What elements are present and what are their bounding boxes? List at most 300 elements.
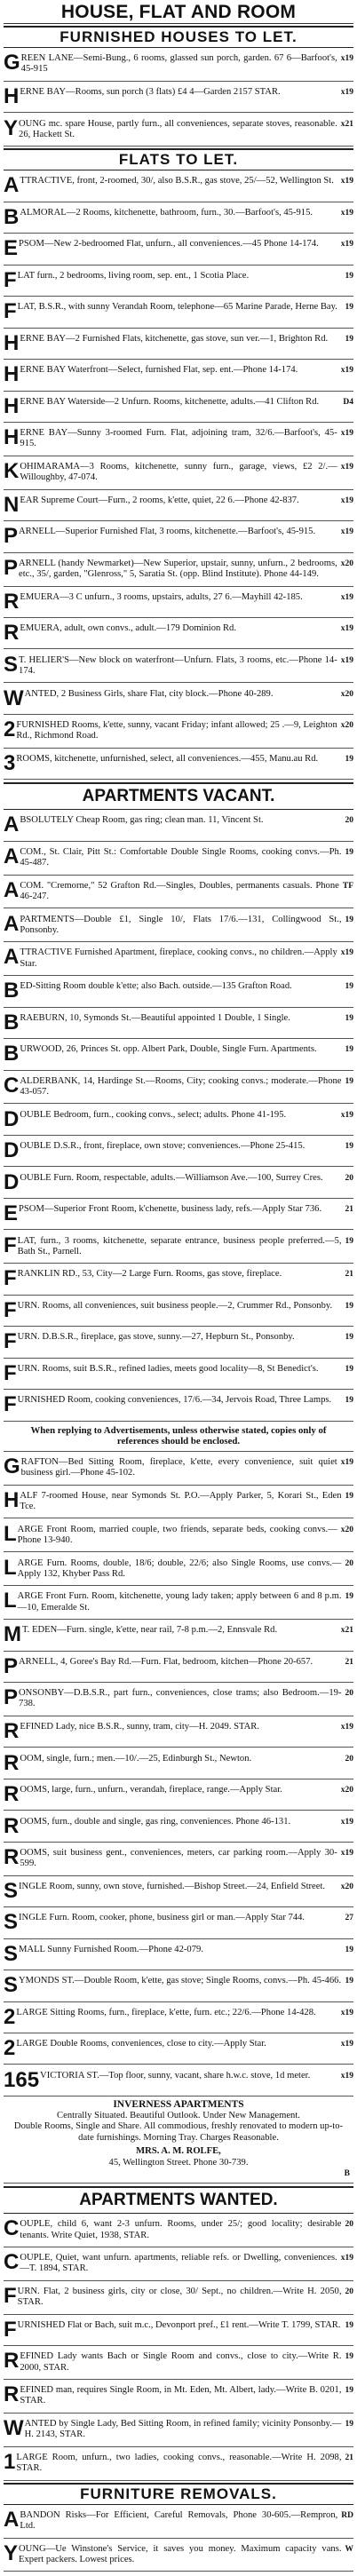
inverness-signature: MRS. A. M. ROLFE, [136,2146,221,2157]
classified-ad [4,297,353,328]
ad-initial-letter: F [4,1392,17,1417]
ad-text: FURNISHED Rooms, k'ette, sunny, vacant Friday; infant allowed; 25 .—9, Leighton Rd., Richmond Road. [16,720,337,741]
section-heading: APARTMENTS WANTED. [4,2186,353,2214]
ad-reference-code: 20 [345,1689,353,1699]
classified-ad [4,2002,353,2033]
classified-ad [4,553,353,587]
ad-initial-letter: E [4,1201,19,1226]
ad-text: ERNE BAY Waterside—2 Unfurn. Rooms, kitchenette, adults.—41 Clifton Rd. [20,396,320,407]
ad-initial-letter: F [4,267,17,292]
classified-ad [4,2315,353,2346]
ad-text: RAEBURN, 10, Symonds St.—Beautiful appointed 1 Double, 1 Single. [20,1012,290,1023]
ad-reference-code: 19 [345,1301,353,1311]
ad-text: YMONDS ST.—Double Room, k'ette, gas stove; Single Rooms, convs.—Ph. 45-466. [19,1976,342,1986]
classified-ad [4,48,353,82]
ad-initial-letter: A [4,911,20,936]
ad-initial-letter: H [4,393,20,418]
ad-initial-letter: Y [4,115,19,140]
ad-reference-code: 19 [345,915,353,924]
classified-ad [4,842,353,876]
classified-ad [4,1811,353,1842]
ad-initial-letter: E [4,236,19,261]
ad-initial-letter: R [4,621,20,646]
ad-reference-code: 19 [345,2352,353,2362]
ad-reference-code: x21 [340,1626,353,1636]
ad-text: OOMS, suit business gent., conveniences, meters, car parking room.—Apply 30-599. [20,1847,337,1869]
ad-initial-letter: 2 [4,717,16,742]
ad-reference-code: x19 [340,240,353,250]
ad-reference-code: x19 [340,1110,353,1120]
classified-ad [4,2346,353,2380]
ad-initial-letter: D [4,1138,20,1163]
ad-reference-code: 20 [345,2220,353,2230]
ad-reference-code: 20 [345,2287,353,2297]
ad-text: T. HELIER'S—New block on waterfront—Unfurn. Flats, 3 rooms, etc.—Phone 14-174. [19,654,337,676]
ad-initial-letter: F [4,1329,17,1354]
ad-text: OUBLE Bedroom, furn., cooking convs., select; adults. Phone 41-195. [20,1109,287,1120]
classified-ad [4,2065,353,2096]
classified-ad [4,266,353,297]
ad-text: ARGE Front Furn. Room, kitchenette, young lady taken; apply between 6 and 8 p.m.—10, Emeralde St. [17,1591,342,1613]
ad-reference-code: 19 [345,754,353,764]
classified-ad [4,1071,353,1105]
ad-initial-letter: S [4,1941,19,1966]
ad-text: ALMORAL—2 Rooms, kitchenette, bathroom, furn., 30.—Barfoot's, 45-915. [20,207,313,218]
classified-ad [4,1716,353,1748]
ad-initial-letter: B [4,1042,20,1066]
ad-initial-letter: R [4,1782,20,1807]
ad-initial-letter: A [4,844,20,868]
ad-reference-code: x19 [340,495,353,505]
ad-reference-code: 21 [345,1270,353,1280]
classified-ad [4,1843,353,1876]
ad-initial-letter: H [4,330,20,355]
ad-text: PSOM—Superior Front Room, k'chenette, business lady, refs.—Apply Star 736. [19,1204,322,1215]
ad-reference-code: x19 [340,624,353,634]
ad-text: LARGE Double Rooms, conveniences, close to city.—Apply Star. [16,2039,266,2049]
ad-reference-code: x20 [340,689,353,699]
ad-text: URN. Rooms, all conveniences, suit business people.—2, Crummer Rd., Ponsonby. [17,1300,333,1311]
classified-ad [4,1359,353,1390]
classified-ad [4,1939,353,1970]
ad-reference-code: x20 [340,1882,353,1891]
ad-reference-code: x19 [340,2071,353,2081]
inverness-line-2: Double Rooms, Single and Share. All commodious, freshly renovated to modern up-to-date furnishings. Morning Tray. Charges Reasonable. [13,2121,344,2143]
classified-ad [4,1199,353,1230]
ad-text: ALDERBANK, 14, Hardinge St.—Rooms, City; cooking convs.; moderate.—Phone 43-057. [20,1075,342,1097]
classified-ad [4,360,353,391]
classified-ad [4,876,353,909]
classified-ad [4,2505,353,2539]
ad-text: BSOLUTELY Cheap Room, gas ring; clean man. 11, Vincent St. [20,815,264,826]
ad-reference-code: 20 [345,1558,353,1568]
ad-initial-letter: W [4,2416,24,2441]
classified-ad [4,942,353,976]
ad-reference-code: x19 [340,2040,353,2049]
classified-ad [4,1518,353,1552]
ad-initial-letter: K [4,459,20,484]
ad-initial-letter: 165 [4,2067,40,2092]
ad-text: MALL Sunny Furnished Room.—Phone 42-079. [19,1944,203,1954]
classified-ad [4,976,353,1007]
classified-ad [4,1264,353,1295]
ad-reference-code: RD [341,2510,353,2520]
ad-text: LARGE Sitting Rooms, furn., fireplace, k'ette, furn. etc.; 22/6.—Phone 14-428. [16,2007,316,2017]
ad-text: URNISHED Room, cooking conveniences, 17/6.—34, Jervois Road, Three Lamps. [17,1395,332,1406]
ad-text: OOMS, furn., double and single, gas ring, conveniences. Phone 46-131. [20,1816,291,1827]
ad-reference-code: 19 [345,1013,353,1023]
ad-text: BANDON Risks—For Efficient, Careful Removals, Phone 30-605.—Rempron, Ltd. [20,2509,338,2532]
ad-reference-code: x19 [340,592,353,602]
classified-ad [4,1620,353,1651]
masthead: HOUSE, FLAT AND ROOM [4,2,353,24]
classified-ad [4,1876,353,1907]
ad-reference-code: x19 [340,208,353,218]
classified-ad [4,329,353,360]
classified-ad [4,1390,353,1421]
ad-reference-code: 19 [345,1945,353,1954]
ad-reference-code: 19 [345,982,353,992]
ad-initial-letter: 3 [4,750,16,775]
ad-reference-code: W [345,2544,353,2554]
ad-text: EAR Supreme Court—Furn., 2 rooms, k'ette, quiet, 22 6.—Phone 42-837. [20,495,299,505]
classified-ad [4,521,353,552]
ad-text: ANTED by Single Lady, Bed Sitting Room, in refined family; vicinity Ponsonby.—H. 2143, STAR. [24,2419,342,2440]
ad-initial-letter: 1 [4,2450,16,2475]
ad-reference-code: x19 [340,655,353,665]
classified-ad [4,715,353,749]
ad-initial-letter: P [4,1685,19,1710]
ad-reference-code: x19 [340,1817,353,1827]
ad-reference-code: x19 [340,54,353,64]
ad-initial-letter: A [4,945,20,970]
ad-text: ROOMS, kitchenette, unfurnished, select, all conveniences.—455, Manu.au Rd. [16,753,319,764]
section-heading: APARTMENTS VACANT. [4,782,353,810]
ad-initial-letter: F [4,1360,17,1385]
classified-ad [4,392,353,423]
ad-initial-letter: F [4,1233,17,1257]
classified-ad [4,1452,353,1486]
ad-text: OUNG—Ue Winstone's Service, it saves you money. Maximum capacity vans. Expert packers. Lowest prices. [19,2543,342,2564]
ad-text: PSOM—New 2-bedroomed Flat, unfurn., all conveniences.—45 Phone 14-174. [19,239,319,250]
ad-initial-letter: F [4,2317,17,2342]
ad-reference-code: 19 [345,1396,353,1406]
ad-initial-letter: B [4,204,20,229]
inverness-apartments-ad [4,2096,353,2184]
classified-ad [4,649,353,683]
classified-ad [4,1136,353,1167]
ad-reference-code: x21 [340,119,353,129]
ad-initial-letter: R [4,589,20,614]
section-heading: FURNISHED HOUSES TO LET. [4,26,353,48]
ad-text: LARGE Room, unfurn., two ladies, cooking convs., reasonable.—Write H. 2098, STAR. [16,2453,342,2474]
ad-initial-letter: L [4,1589,17,1613]
ad-text: TTRACTIVE Furnished Apartment, fireplace, cooking convs., no children.—Apply Star. [20,947,337,969]
ad-initial-letter: A [4,173,20,198]
ad-reference-code: 21 [345,2453,353,2463]
ad-text: URN. Rooms, suit B.S.R., refined ladies, meets good locality—8, St Benedict's. [17,1363,319,1374]
ad-text: ERNE BAY—2 Furnished Flats, kitchenette, gas stove, sun ver.—1, Brighton Rd. [20,333,329,344]
ad-text: ARNELL, 4, Goree's Bay Rd.—Furn. Flat, bedroom, kitchen—Phone 20-657. [19,1656,313,1667]
ad-text: URN. D.B.S.R., fireplace, gas stove, sunny.—27, Hepburn St., Ponsonby. [17,1332,295,1343]
inverness-ref: B [344,2169,350,2179]
ad-reference-code: x19 [340,2254,353,2263]
classified-ad [4,113,353,147]
ad-initial-letter: P [4,555,19,580]
ad-reference-code: 19 [345,271,353,281]
ad-text: URNISHED Flat or Bach, suit m.c., Devonport pref., £1 rent.—Write T. 1799, STAR. [17,2319,341,2330]
ad-initial-letter: W [4,686,24,710]
ad-reference-code: 19 [345,2386,353,2396]
ad-text: COM. "Cremorne," 52 Grafton Rd.—Singles, Doubles, permanents casuals. Phone 46-247. [20,880,339,901]
classified-ad [4,908,353,942]
inverness-address: 45, Wellington Street. Phone 30-739. [108,2157,249,2168]
ad-initial-letter: R [4,2349,20,2374]
inverness-line-1: Centrally Situated. Beautiful Outlook. Under New Management. [57,2110,300,2120]
reply-notice: When replying to Advertisements, unless otherwise stated, copies only of references should be enclosed. [4,1422,353,1452]
classified-ad [4,423,353,456]
ad-text: INGLE Furn. Room, cooker, phone, business girl or man.—Apply Star 744. [19,1913,305,1923]
ad-reference-code: 19 [345,847,353,857]
ad-text: ERNE BAY—Rooms, sun porch (3 flats) £4 4—Garden 2157 STAR. [20,87,281,98]
ad-text: ARNELL (handy Newmarket)—New Superior, upstair, sunny, unfurn., 2 bedrooms, etc., 35/, garden, "Glenross," 5, Saratia St. (opp. Blind Institute). Phone 44-149. [19,558,337,580]
classified-ad [4,1907,353,1938]
ad-reference-code: x19 [340,88,353,98]
ad-text: ERNE BAY—Sunny 3-roomed Furn. Flat, adjoining tram, 32/6.—Barfoot's, 45-915. [20,428,337,449]
ad-reference-code: 19 [345,334,353,344]
ad-text: OUPLE, child 6, want 2-3 unfurn. Rooms, under 25/; good locality; desirable tenants. Write Quiet, 1938, STAR. [20,2219,342,2240]
ad-text: URWOOD, 26, Princes St. opp. Albert Park, Double, Single Furn. Apartments. [20,1044,317,1055]
ad-initial-letter: F [4,299,17,324]
ad-text: INGLE Room, sunny, own stove, furnished.—Bishop Street.—24, Enfield Street. [19,1881,326,1891]
ad-text: ED-Sitting Room double k'ette; also Bach. outside.—135 Grafton Road. [20,981,292,992]
ad-initial-letter: H [4,1487,20,1512]
ad-reference-code: 19 [345,1333,353,1343]
ad-reference-code: 20 [345,816,353,826]
classified-ad [4,2539,353,2572]
ad-text: LAT furn., 2 bedrooms, living room, sep. ent., 1 Scotia Place. [17,270,250,281]
classified-ad [4,2380,353,2414]
ad-text: OOMS, large, furn., unfurn., verandah, fireplace, range.—Apply Star. [20,1785,282,1795]
ad-text: VICTORIA ST.—Top floor, sunny, vacant, share h.w.c. stove, 1d meter. [40,2070,311,2081]
ad-initial-letter: F [4,1266,17,1291]
ad-reference-code: 19 [345,303,353,313]
ad-reference-code: 21 [345,1205,353,1215]
classified-ad [4,1008,353,1039]
classified-ad [4,1652,353,1683]
ad-text: OUNG mc. spare House, partly furn., all conveniences, separate stoves, reasonable. 26, Hackett St. [19,118,337,139]
ad-initial-letter: Y [4,2540,19,2565]
ad-initial-letter: S [4,1878,19,1903]
sections-group-1 [4,26,353,1422]
ad-initial-letter: P [4,524,19,549]
ad-text: RANKLIN RD., 53, City—2 Large Furn. Rooms, gas stove, fireplace. [17,1269,282,1280]
ad-initial-letter: H [4,84,20,109]
classified-ad [4,1748,353,1779]
ad-reference-code: x20 [340,1525,353,1534]
ad-reference-code: 19 [345,2320,353,2330]
ad-text: ANTED, 2 Business Girls, share Flat, city block.—Phone 40-289. [24,688,274,699]
ad-text: TTRACTIVE, front, 2-roomed, 30/, also B.S.R., gas stove, 25/—52, Wellington St. [20,176,334,186]
classified-ad [4,1552,353,1586]
classified-ad [4,490,353,521]
classified-ad [4,683,353,714]
classified-ad [4,202,353,234]
ad-initial-letter: N [4,492,20,517]
ad-text: COM., St. Clair, Pitt St.: Comfortable Double Single Rooms, cooking convs.—Ph. 45-487. [20,846,342,868]
classified-ad [4,1970,353,2001]
ad-initial-letter: C [4,1073,20,1098]
ad-reference-code: x20 [340,721,353,731]
ad-initial-letter: H [4,425,20,450]
ad-initial-letter: R [4,1844,20,1869]
ad-reference-code: 21 [345,1657,353,1667]
inverness-heading: INVERNESS APARTMENTS [113,2098,244,2110]
ad-initial-letter: G [4,51,20,75]
ad-initial-letter: R [4,1750,20,1775]
ad-text: T. EDEN—Furn. single, k'ette, near rail, 7-8 p.m.—2, Ennsvale Rd. [22,1625,278,1636]
classified-ad [4,456,353,490]
classified-ad [4,1104,353,1135]
ad-text: ONSONBY—D.B.S.R., part furn., conveniences, close trams; also Bedroom.—19-738. [19,1688,342,1709]
ad-initial-letter: C [4,2216,20,2241]
sections-group-3 [4,2186,353,2572]
ad-reference-code: x20 [340,1786,353,1795]
ad-reference-code: 19 [345,1364,353,1374]
ad-reference-code: 19 [345,1977,353,1986]
ad-reference-code: 19 [345,1592,353,1602]
ad-reference-code: 19 [345,1142,353,1152]
ad-initial-letter: A [4,877,20,902]
ad-reference-code: 19 [345,1491,353,1501]
classified-ad [4,2414,353,2447]
classified-ad [4,234,353,265]
ad-reference-code: 20 [345,1173,353,1183]
ad-text: REEN LANE—Semi-Bung., 6 rooms, glassed sun porch, garden. 67 6—Barfoot's, 45-915 [20,53,337,75]
ad-text: ERNE BAY Waterfront—Select, furnished Flat, sep. ent.—Phone 14-174. [20,365,298,376]
classified-ad [4,1683,353,1716]
ad-reference-code: 19 [345,1076,353,1086]
ad-reference-code: 20 [345,1754,353,1764]
ad-reference-code: 27 [345,1914,353,1923]
ad-initial-letter: D [4,1106,20,1131]
ad-reference-code: x19 [340,2008,353,2017]
ad-text: EMUERA, adult, own convs., adult.—179 Dominion Rd. [20,623,236,634]
ad-initial-letter: R [4,1813,20,1838]
ad-reference-code: x19 [340,177,353,186]
ad-text: OOM, single, furn.; men.—10/.—25, Edinburgh St., Newton. [20,1753,252,1764]
ad-initial-letter: B [4,979,20,1003]
ad-reference-code: x19 [340,366,353,376]
ad-initial-letter: L [4,1521,17,1546]
ad-text: OHIMARAMA—3 Rooms, kitchenette, sunny furn., garage, views, £2 2/.—Willoughby, 47-074. [20,462,337,483]
ad-text: LAT, B.S.R., with sunny Verandah Room, telephone—65 Marine Parade, Herne Bay. [17,302,337,313]
classified-ad [4,170,353,202]
ad-reference-code: 19 [345,1236,353,1246]
ad-initial-letter: A [4,2507,20,2532]
classified-ad [4,1296,353,1327]
ad-text: OUPLE, Quiet, want unfurn. apartments, reliable refs. or Dwelling, conveniences.—T. 1894, STAR. [20,2253,337,2274]
classified-ad [4,1586,353,1620]
classified-ad [4,618,353,649]
section-heading: FLATS TO LET. [4,148,353,170]
ad-text: PARTMENTS—Double £1, Single 10/, Flats 17/6.—131, Collingwood St., Ponsonby. [20,914,342,935]
ad-reference-code: x19 [340,1457,353,1467]
ad-text: LAT, furn., 3 rooms, kitchenette, separate entrance, business people preferred.—5, Bath St., Parnell. [17,1235,342,1256]
classified-column [4,0,353,2572]
ad-reference-code: x19 [340,463,353,472]
classified-ad [4,1039,353,1070]
ad-initial-letter: M [4,1622,21,1647]
ad-reference-code: x19 [340,527,353,537]
ad-reference-code: 19 [345,1045,353,1055]
ad-initial-letter: F [4,1297,17,1322]
ad-reference-code: x19 [340,1723,353,1732]
ad-text: EMUERA—3 C unfurn., 3 rooms, upstairs, adults, 27 6.—Mayhill 42-185. [20,591,303,602]
ad-initial-letter: S [4,652,19,677]
ad-initial-letter: C [4,2250,20,2275]
classified-ad [4,1167,353,1198]
ad-reference-code: x19 [340,1848,353,1858]
ad-initial-letter: 2 [4,2036,16,2061]
classified-ad [4,2214,353,2247]
ad-reference-code: D4 [343,397,353,407]
classified-ad [4,1230,353,1264]
sections-group-2 [4,1452,353,2096]
ad-initial-letter: 2 [4,2004,16,2029]
ad-initial-letter: S [4,1910,19,1935]
ad-reference-code: x19 [340,429,353,439]
ad-reference-code: TF [342,881,353,891]
section-heading: FURNITURE REMOVALS. [4,2483,353,2505]
ad-text: OUBLE D.S.R., front, fireplace, own stove; conveniences.—Phone 25-415. [20,1141,305,1152]
ad-text: ARGE Furn. Rooms, double, 18/6; double, 22/6; also Single Rooms, use convs.—Apply 132, Khyber Pass Rd. [17,1557,342,1579]
ad-text: EFINED man, requires Single Room, in Mt. Eden, Mt. Albert, lady.—Write B. 0201, STAR. [20,2385,342,2406]
ad-text: URN. Flat, 2 business girls, city or close, 30/ Sept., no children.—Write H. 2050, STAR. [17,2287,342,2308]
classified-ad [4,1327,353,1358]
ad-initial-letter: R [4,2382,20,2407]
classified-ad [4,1779,353,1811]
classified-ad [4,2033,353,2065]
ad-reference-code: 19 [345,2420,353,2429]
ad-reference-code: x19 [340,948,353,958]
classified-ad [4,1486,353,1519]
classified-ad [4,2281,353,2315]
classified-ad [4,2247,353,2281]
ad-text: EFINED Lady, nice B.S.R., sunny, tram, city—H. 2049. STAR. [20,1722,260,1732]
ad-text: ARNELL—Superior Furnished Flat, 3 rooms, kitchenette.—Barfoot's, 45-915. [19,527,316,537]
ad-initial-letter: A [4,812,20,837]
classified-ad [4,82,353,113]
classified-ad [4,810,353,841]
ad-text: ARGE Front Room, married couple, two friends, separate beds, cooking convs.—Phone 13-940. [17,1524,337,1545]
ad-initial-letter: D [4,1169,20,1194]
ad-initial-letter: G [4,1454,20,1478]
ad-initial-letter: F [4,2284,17,2309]
ad-initial-letter: H [4,362,20,387]
classified-ad [4,587,353,618]
classified-ad [4,2447,353,2481]
ad-initial-letter: L [4,1555,17,1580]
classified-ad [4,749,353,780]
ad-initial-letter: R [4,1719,20,1744]
ad-text: OUBLE Furn. Room, respectable, adults.—Williamson Ave.—100, Surrey Cres. [20,1172,323,1183]
ad-initial-letter: S [4,1973,19,1998]
ad-initial-letter: B [4,1010,20,1034]
ad-reference-code: x20 [340,559,353,568]
ad-text: EFINED Lady wants Bach or Single Room and convs., close to city.—Write R. 2000, STAR. [20,2351,342,2373]
ad-text: ALF 7-roomed House, near Symonds St. P.O.—Apply Parker, 5, Korari St., Eden Tce. [20,1490,342,1511]
